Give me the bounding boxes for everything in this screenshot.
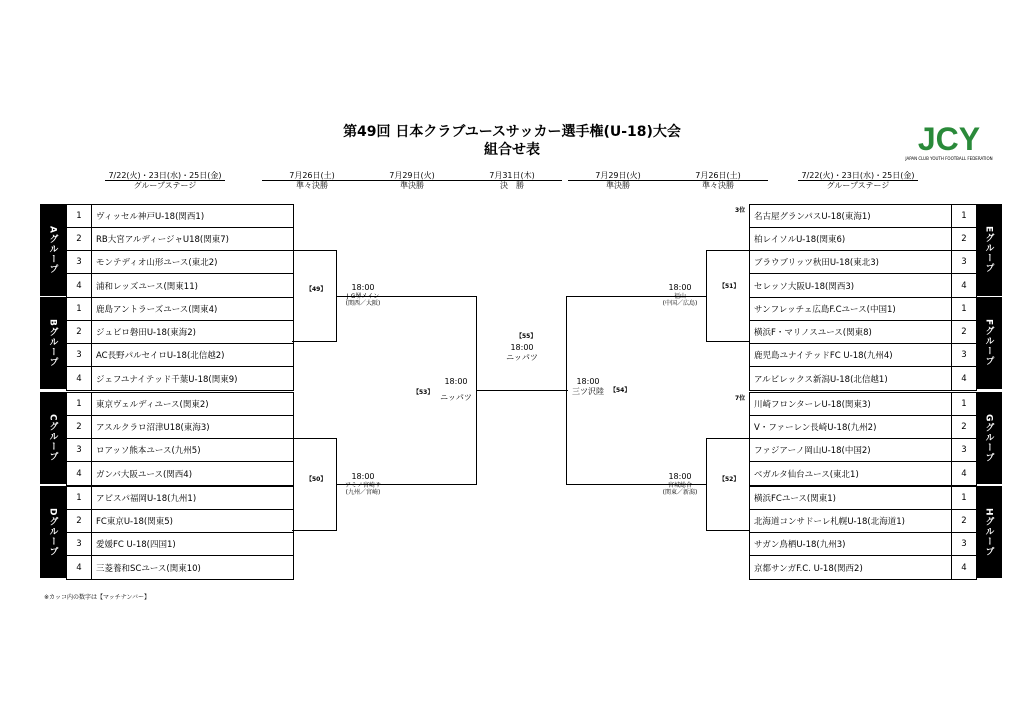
rank-mark: 7位 <box>735 395 746 402</box>
team-name: アスルクラロ沼津U18(東海3) <box>96 423 210 433</box>
group-f-table <box>749 297 977 391</box>
header-sf-right: 7月29日(火) 準決勝 <box>568 171 668 190</box>
header-final: 7月31日(木) 決 勝 <box>462 171 562 190</box>
group-b-table <box>66 297 294 391</box>
team-name: サンフレッチェ広島F.Cユース(中国1) <box>754 305 896 315</box>
group-e-table <box>749 204 977 298</box>
team-name: RB大宮アルディージャU18(関東7) <box>96 235 229 245</box>
bracket-line <box>292 341 337 342</box>
page-title: 第49回 日本クラブユースサッカー選手権(U-18)大会 <box>343 124 681 140</box>
table-row: 4 アルビレックス新潟U-18(北信越1) <box>750 367 976 390</box>
table-row: 4 三菱養和SCユース(関東10) <box>67 556 293 579</box>
table-row: 3 鹿児島ユナイテッドFC U-18(九州4) <box>750 344 976 367</box>
team-name: 柏レイソルU-18(関東6) <box>754 235 846 245</box>
match-50-info: 18:00 アミノ宮崎サ (九州／宮崎) <box>344 472 381 496</box>
rank-mark: 3位 <box>735 207 746 214</box>
team-name: 北海道コンサドーレ札幌U-18(北海道1) <box>754 517 905 527</box>
team-name: 鹿島アントラーズユース(関東4) <box>96 305 218 315</box>
team-name: 横浜FCユース(関東1) <box>754 494 836 504</box>
table-row: 2 V・ファーレン長崎U-18(九州2) <box>750 416 976 439</box>
team-name: V・ファーレン長崎U-18(九州2) <box>754 423 877 433</box>
group-a-table <box>66 204 294 298</box>
match-number: 【51】 <box>719 283 740 290</box>
group-g-label: Gグループ <box>976 392 1002 484</box>
table-row: 4 セレッソ大阪U-18(関西3) <box>750 274 976 297</box>
group-c-table <box>66 392 294 486</box>
table-row: 2 RB大宮アルディージャU18(関東7) <box>67 228 293 251</box>
table-row: 4 ベガルタ仙台ユース(東北1) <box>750 462 976 485</box>
header-gs-right: 7/22(火)・23日(水)・25日(金) グループステージ <box>798 171 918 190</box>
header-qf-right: 7月26日(土) 準々決勝 <box>668 171 768 190</box>
team-name: 鹿児島ユナイテッドFC U-18(九州4) <box>754 351 893 361</box>
team-name: 東京ヴェルディユース(関東2) <box>96 400 209 410</box>
jcy-logo <box>903 122 995 168</box>
header-sf-left: 7月29日(火) 準決勝 <box>362 171 462 190</box>
table-row: 3 AC長野パルセイロU-18(北信越2) <box>67 344 293 367</box>
table-row: 4 ジェフユナイテッド千葉U-18(関東9) <box>67 367 293 390</box>
table-row: 3 ファジアーノ岡山U-18(中国2) <box>750 439 976 462</box>
group-e-label: Eグループ <box>976 204 1002 296</box>
footnote: ※カッコ内の数字は【マッチナンバー】 <box>44 594 151 601</box>
bracket-line <box>292 438 337 439</box>
team-name: アルビレックス新潟U-18(北信越1) <box>754 374 888 385</box>
table-row: 1 東京ヴェルディユース(関東2) <box>67 393 293 416</box>
group-f-label: Fグループ <box>976 297 1002 389</box>
logo-sub: JAPAN CLUB YOUTH FOOTBALL FEDERATION <box>905 156 993 161</box>
table-row: 3 サガン鳥栖U-18(九州3) <box>750 533 976 556</box>
team-name: サガン鳥栖U-18(九州3) <box>754 540 846 550</box>
bracket-line <box>706 438 749 439</box>
team-name: 川崎フロンターレU-18(関東3) <box>754 400 871 410</box>
team-name: 名古屋グランパスU-18(東海1) <box>754 212 871 222</box>
group-h-label: Hグループ <box>976 486 1002 578</box>
table-row: 3 ブラウブリッツ秋田U-18(東北3) <box>750 251 976 274</box>
match-number: 【54】 <box>610 387 631 394</box>
table-row: 1 名古屋グランパスU-18(東海1) <box>750 205 976 228</box>
header-gs-left: 7/22(火)・23日(水)・25日(金) グループステージ <box>105 171 225 190</box>
team-name: アビスパ福岡U-18(九州1) <box>96 494 197 504</box>
page-subtitle: 組合せ表 <box>484 142 540 158</box>
team-name: 浦和レッズユース(関東11) <box>96 281 198 292</box>
table-row: 3 ロアッソ熊本ユース(九州5) <box>67 439 293 462</box>
team-name: 三菱養和SCユース(関東10) <box>96 563 201 574</box>
team-name: 愛媛FC U-18(四国1) <box>96 540 176 550</box>
bracket-line <box>706 530 749 531</box>
team-name: ファジアーノ岡山U-18(中国2) <box>754 446 871 456</box>
group-d-table <box>66 486 294 580</box>
team-name: ジェフユナイテッド千葉U-18(関東9) <box>96 374 238 385</box>
table-row: 2 横浜F・マリノスユース(関東8) <box>750 321 976 344</box>
table-row: 1 鹿島アントラーズユース(関東4) <box>67 298 293 321</box>
table-row: 1 アビスパ福岡U-18(九州1) <box>67 487 293 510</box>
match-49-info: 18:00 J-G堺メイン (関西／大阪) <box>345 283 381 307</box>
team-name: FC東京U-18(関東5) <box>96 517 173 527</box>
table-row: 3 愛媛FC U-18(四国1) <box>67 533 293 556</box>
table-row: 2 柏レイソルU-18(関東6) <box>750 228 976 251</box>
team-name: セレッソ大阪U-18(関西3) <box>754 281 855 292</box>
table-row: 2 FC東京U-18(関東5) <box>67 510 293 533</box>
bracket-line <box>706 341 749 342</box>
match-number: 【50】 <box>306 476 327 483</box>
group-g-table <box>749 392 977 486</box>
bracket-line <box>292 530 337 531</box>
table-row: 1 サンフレッチェ広島F.Cユース(中国1) <box>750 298 976 321</box>
match-52-info: 18:00 宮城総合 (関東／新潟) <box>662 472 698 496</box>
match-number: 【52】 <box>719 476 740 483</box>
table-row: 4 浦和レッズユース(関東11) <box>67 274 293 297</box>
logo-mark: JCY <box>917 122 981 157</box>
team-name: ジュビロ磐田U-18(東海2) <box>96 328 196 338</box>
table-row: 1 ヴィッセル神戸U-18(関西1) <box>67 205 293 228</box>
team-name: ロアッソ熊本ユース(九州5) <box>96 446 201 456</box>
match-number: 【49】 <box>306 286 327 293</box>
table-row: 2 北海道コンサドーレ札幌U-18(北海道1) <box>750 510 976 533</box>
team-name: ヴィッセル神戸U-18(関西1) <box>96 212 205 222</box>
table-row: 2 アスルクラロ沼津U18(東海3) <box>67 416 293 439</box>
table-row: 4 ガンバ大阪ユース(関西4) <box>67 462 293 485</box>
team-name: 横浜F・マリノスユース(関東8) <box>754 328 872 338</box>
table-row: 2 ジュビロ磐田U-18(東海2) <box>67 321 293 344</box>
bracket-line <box>706 250 749 251</box>
bracket-line <box>292 250 337 251</box>
group-a-label: Aグループ <box>40 204 66 296</box>
match-number: 【55】 <box>516 333 537 340</box>
table-row: 4 京都サンガF.C. U-18(関西2) <box>750 556 976 579</box>
team-name: 京都サンガF.C. U-18(関西2) <box>754 563 863 574</box>
team-name: モンテディオ山形ユース(東北2) <box>96 258 218 268</box>
match-51-info: 18:00 福山 (中国／広島) <box>662 283 698 307</box>
match-54-info: 18:00 三ツ沢陸 <box>572 377 604 396</box>
team-name: ベガルタ仙台ユース(東北1) <box>754 469 859 480</box>
group-h-table <box>749 486 977 580</box>
match-53-info: 18:00 ニッパツ <box>440 377 472 402</box>
header-qf-left: 7月26日(土) 準々決勝 <box>262 171 362 190</box>
team-name: AC長野パルセイロU-18(北信越2) <box>96 351 225 361</box>
group-c-label: Cグループ <box>40 392 66 484</box>
group-b-label: Bグループ <box>40 297 66 389</box>
table-row: 1 横浜FCユース(関東1) <box>750 487 976 510</box>
match-number: 【53】 <box>413 389 434 396</box>
table-row: 3 モンテディオ山形ユース(東北2) <box>67 251 293 274</box>
table-row: 1 川崎フロンターレU-18(関東3) <box>750 393 976 416</box>
team-name: ブラウブリッツ秋田U-18(東北3) <box>754 258 879 268</box>
group-d-label: Dグループ <box>40 486 66 578</box>
match-55-info: 18:00 ニッパツ <box>506 343 538 362</box>
team-name: ガンバ大阪ユース(関西4) <box>96 469 193 480</box>
